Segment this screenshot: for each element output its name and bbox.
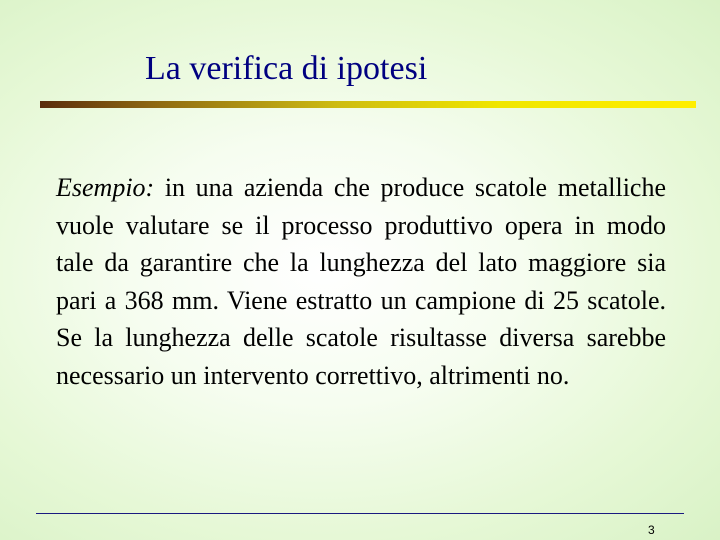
example-text: in una azienda che produce scatole metalliche vuole valutare se il processo produttivo opera in modo tale da garantire che la lunghezza del lato maggiore sia pari a 368 mm. Viene estratto un campione di 25 scatole. Se la lunghezza delle scatole risultasse diversa sarebbe necessario un intervento correttivo, altrimenti no. xyxy=(56,173,666,390)
slide-body-text xyxy=(56,169,666,395)
title-underline-bar xyxy=(40,101,696,108)
slide-title: La verifica di ipotesi xyxy=(145,50,428,87)
example-label: Esempio: xyxy=(56,173,155,202)
page-number: 3 xyxy=(648,523,655,537)
footer-divider xyxy=(36,513,684,514)
